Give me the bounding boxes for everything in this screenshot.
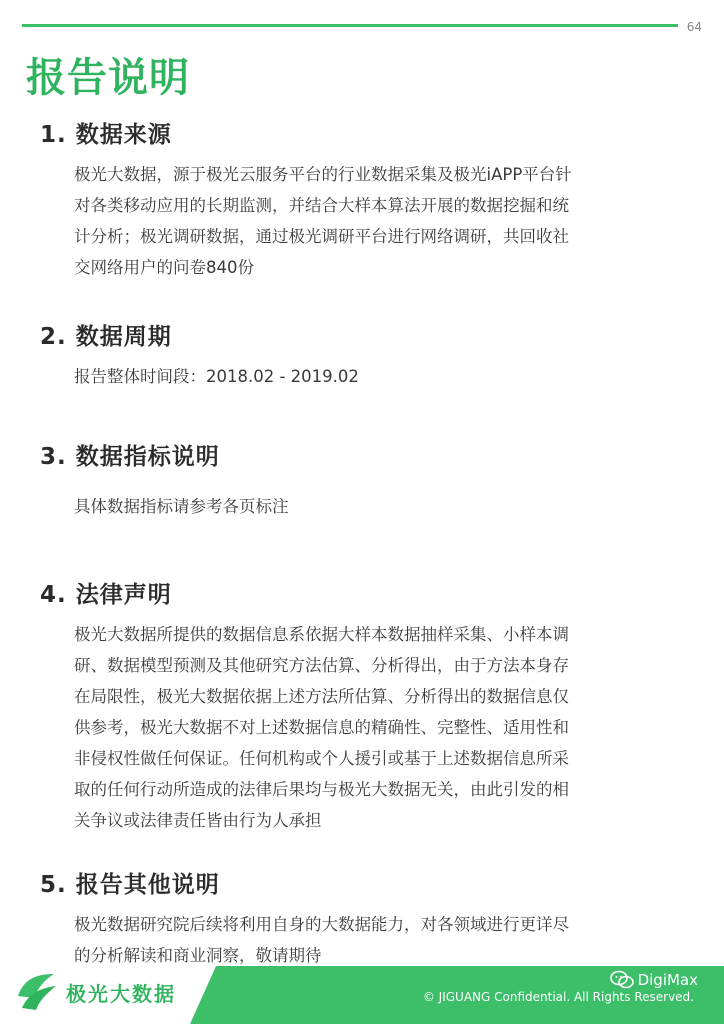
body-line: 供参考，极光大数据不对上述数据信息的精确性、完整性、适用性和: [74, 718, 569, 737]
body-line: 的分析解读和商业洞察，敬请期待: [74, 946, 322, 965]
jiguang-logo-icon: [14, 968, 60, 1014]
section-body: [74, 159, 670, 283]
section-heading: 1. 数据来源: [40, 122, 172, 148]
body-line: 对各类移动应用的长期监测，并结合大样本算法开展的数据挖掘和统: [74, 196, 569, 215]
body-line: 报告整体时间段：2018.02 - 2019.02: [74, 367, 359, 386]
body-line: 取的任何行动所造成的法律后果均与极光大数据无关，由此引发的相: [74, 780, 569, 799]
body-line: 交网络用户的问卷840份: [74, 258, 254, 277]
section-other: [40, 866, 670, 971]
section-data-source: [40, 116, 670, 283]
watermark: [610, 970, 698, 990]
body-line: 极光大数据所提供的数据信息系依据大样本数据抽样采集、小样本调: [74, 625, 569, 644]
section-legal: [40, 576, 670, 836]
section-body: [74, 491, 670, 522]
page-title: 报告说明: [26, 55, 190, 101]
footer: [0, 962, 724, 1024]
body-line: 极光数据研究院后续将利用自身的大数据能力，对各领域进行更详尽: [74, 915, 569, 934]
logo-text: 极光大数据: [66, 982, 176, 1006]
body-line: 计分析；极光调研数据，通过极光调研平台进行网络调研，共回收社: [74, 227, 569, 246]
body-line: 关争议或法律责任皆由行为人承担: [74, 811, 322, 830]
body-line: 研、数据模型预测及其他研究方法估算、分析得出，由于方法本身存: [74, 656, 569, 675]
watermark-text: DigiMax: [637, 971, 698, 989]
section-data-period: [40, 318, 670, 392]
section-heading: 4. 法律声明: [40, 582, 172, 608]
body-line: 具体数据指标请参考各页标注: [74, 497, 289, 516]
page-number: 64: [686, 20, 702, 34]
body-line: 极光大数据，源于极光云服务平台的行业数据采集及极光iAPP平台针: [74, 165, 572, 184]
section-metrics: [40, 438, 670, 522]
body-line: 非侵权性做任何保证。任何机构或个人援引或基于上述数据信息所采: [74, 749, 569, 768]
wechat-icon: [610, 970, 634, 990]
body-line: 在局限性，极光大数据依据上述方法所估算、分析得出的数据信息仅: [74, 687, 569, 706]
section-body: [74, 361, 670, 392]
copyright: © JIGUANG Confidential. All Rights Reserved.: [422, 990, 694, 1004]
section-heading: 2. 数据周期: [40, 324, 172, 350]
top-rule: [22, 24, 678, 27]
section-heading: 5. 报告其他说明: [40, 872, 220, 898]
section-body: [74, 619, 670, 836]
section-heading: 3. 数据指标说明: [40, 444, 220, 470]
